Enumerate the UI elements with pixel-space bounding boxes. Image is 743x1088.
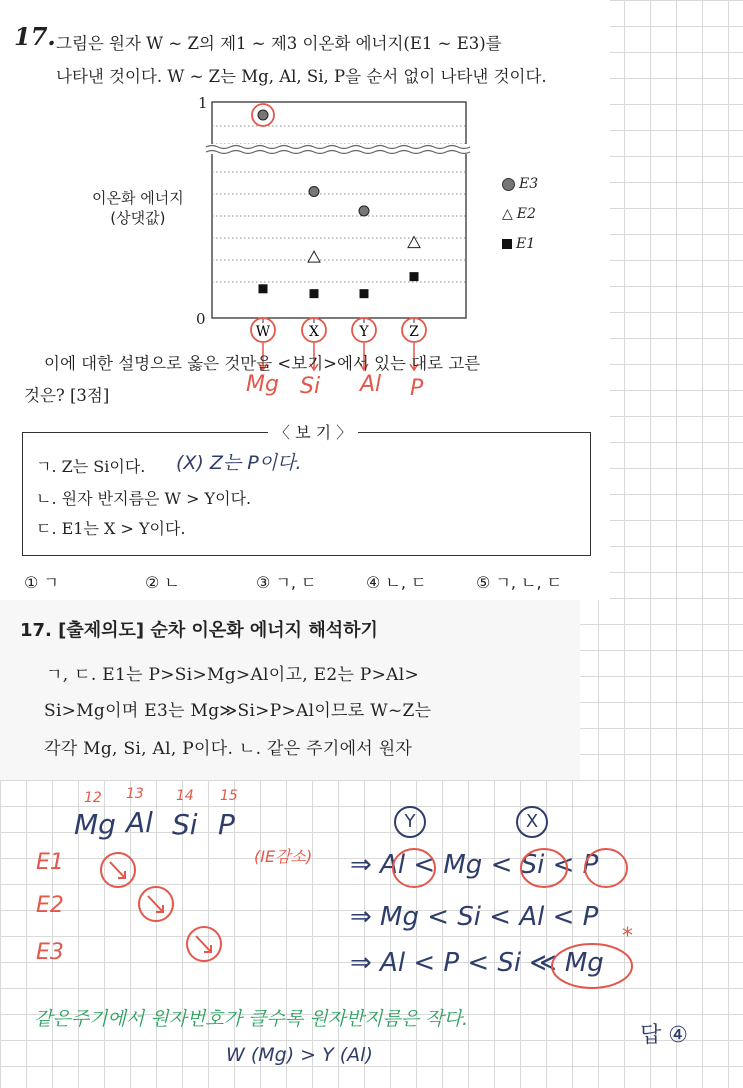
- point-E1-Y: [360, 289, 369, 298]
- highlight-p: [585, 849, 627, 887]
- bogi-item-3: ㄷ. E1는 X > Y이다.: [36, 519, 186, 538]
- row-highlight-circles: [380, 840, 680, 990]
- prompt-line-1: 이에 대한 설명으로 옳은 것만을 <보기>에서 있는 대로 고른: [44, 354, 481, 373]
- y-bottom-label: 0: [196, 310, 206, 328]
- solution-line-2: Si>Mg이며 E3는 Mg≫Si>P>Al이므로 W~Z는: [44, 701, 432, 721]
- legend-e1: [502, 236, 535, 252]
- legend-e3: [502, 176, 538, 192]
- legend-e2-label: E2: [516, 206, 536, 222]
- hand-label-x: Si: [300, 374, 321, 399]
- point-E3-Y: [359, 206, 369, 216]
- legend-circle-icon: [502, 178, 515, 191]
- question-line-2: 나타낸 것이다. W ~ Z는 Mg, Al, Si, P을 순서 없이 나타낸 것이다.: [56, 67, 547, 86]
- legend-e3-label: E3: [519, 176, 539, 192]
- note-row-1: ⇒ Al < Mg < Si < P: [350, 850, 599, 880]
- note-e1: E1: [36, 850, 64, 875]
- solution-line-1: ㄱ, ㄷ. E1는 P>Si>Mg>Al이고, E2는 P>Al>: [46, 665, 420, 685]
- trend-arrow-1: [110, 862, 125, 878]
- x-tick-label-X: X: [309, 324, 319, 340]
- note-ie-label: (IE감소): [254, 847, 313, 866]
- note-element-p: P: [218, 808, 235, 841]
- hand-label-w: Mg: [246, 372, 279, 397]
- choice-2: ② ㄴ: [145, 573, 180, 592]
- note-number-14: 14: [176, 788, 194, 804]
- note-e3: E3: [36, 940, 64, 965]
- note-element-si: Si: [172, 808, 198, 841]
- choice-5: ⑤ ㄱ, ㄴ, ㄷ: [476, 573, 563, 592]
- bogi-item-1: ㄱ. Z는 Si이다.: [36, 457, 146, 476]
- choice-1: ① ㄱ: [24, 573, 59, 592]
- note-number-12: 12: [84, 790, 102, 806]
- note-number-15: 15: [220, 788, 238, 804]
- note-e2: E2: [36, 893, 64, 918]
- question-number: 17.: [14, 22, 56, 51]
- point-E1-W: [259, 284, 268, 293]
- highlight-si: [521, 849, 567, 887]
- solution-line-3: 각각 Mg, Si, Al, P이다. ㄴ. 같은 주기에서 원자: [44, 739, 413, 759]
- highlight-al: [393, 849, 435, 887]
- note-row-3: ⇒ Al < P < Si ≪ Mg: [350, 948, 604, 978]
- hand-label-z: P: [410, 376, 424, 401]
- ylabel-line-1: 이온화 에너지: [92, 189, 184, 207]
- note-answer: 답 ④: [640, 1023, 688, 1048]
- trend-arrow-2: [148, 896, 163, 912]
- note-row-2: ⇒ Mg < Si < Al < P: [350, 902, 599, 932]
- x-tick-label-Z: Z: [409, 324, 419, 340]
- question-line-1: 그림은 원자 W ~ Z의 제1 ~ 제3 이온화 에너지(E1 ~ E3)를: [56, 34, 502, 53]
- x-tick-label-W: W: [255, 324, 271, 340]
- bogi-note-1: (X) Z는 P이다.: [176, 452, 302, 474]
- trend-arrow-3: [196, 936, 211, 952]
- legend-square-icon: [502, 239, 512, 249]
- note-circle-y: Y: [394, 806, 426, 838]
- bogi-title: 〈 보 기 〉: [268, 420, 358, 443]
- plot-frame: [212, 102, 466, 318]
- note-star: *: [622, 924, 633, 949]
- highlight-mg: [552, 944, 632, 988]
- ylabel-line-2: (상댓값): [110, 209, 166, 227]
- solution-title: 17. [출제의도] 순차 이온화 에너지 해석하기: [20, 620, 378, 641]
- question-panel: [0, 0, 610, 600]
- note-element-mg: Mg: [74, 808, 116, 841]
- point-E1-X: [310, 289, 319, 298]
- note-green-2: W (Mg) > Y (Al): [226, 1044, 373, 1066]
- note-circle-x: X: [516, 806, 548, 838]
- choice-4: ④ ㄴ, ㄷ: [366, 573, 427, 592]
- point-E1-Z: [410, 272, 419, 281]
- legend-e2: [502, 206, 536, 222]
- bogi-item-2: ㄴ. 원자 반지름은 W > Y이다.: [36, 489, 252, 508]
- note-element-al: Al: [126, 806, 153, 839]
- prompt-line-2: 것은? [3점]: [24, 386, 110, 405]
- legend-e1-label: E1: [516, 236, 536, 252]
- choice-3: ③ ㄱ, ㄷ: [256, 573, 317, 592]
- x-tick-label-Y: Y: [359, 324, 369, 340]
- point-E3-W: [258, 110, 268, 120]
- y-top-label: 1: [198, 94, 208, 112]
- chart-ylabel: [92, 188, 184, 228]
- hand-label-y: Al: [360, 372, 382, 397]
- note-number-13: 13: [126, 786, 144, 802]
- point-E3-X: [309, 186, 319, 196]
- note-green-1: 같은주기에서 원자번호가 클수록 원자반지름은 작다.: [34, 1008, 468, 1030]
- legend-triangle-icon: △: [502, 206, 513, 222]
